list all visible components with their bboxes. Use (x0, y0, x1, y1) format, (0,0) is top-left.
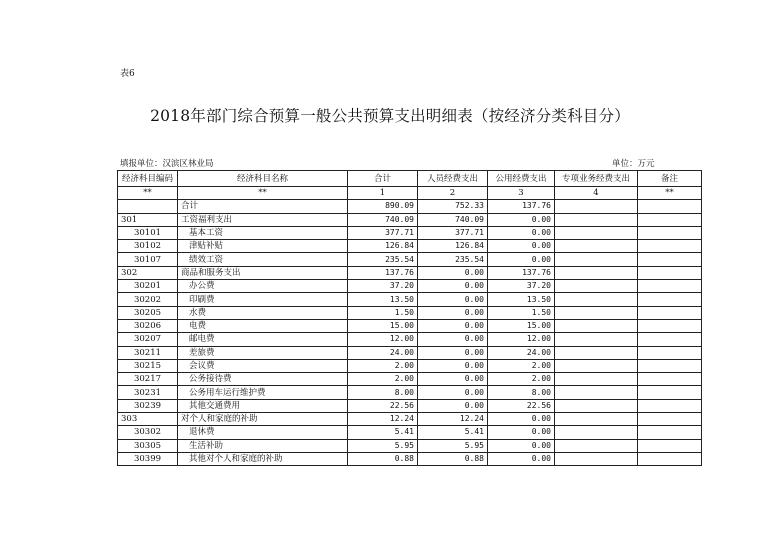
note-cell (638, 452, 702, 465)
public-cell: 137.76 (488, 200, 555, 213)
special-cell (555, 333, 638, 346)
index-cell: ** (118, 187, 178, 200)
special-cell (555, 200, 638, 213)
total-cell: 2.00 (348, 373, 418, 386)
public-cell: 0.00 (488, 226, 555, 239)
header-row (118, 171, 702, 187)
table-row (118, 373, 702, 386)
public-cell: 15.00 (488, 319, 555, 332)
special-cell (555, 253, 638, 266)
code-cell: 30217 (118, 373, 178, 386)
public-cell: 0.00 (488, 452, 555, 465)
table-row (118, 240, 702, 253)
special-cell (555, 439, 638, 452)
public-cell: 22.56 (488, 399, 555, 412)
total-cell: 2.00 (348, 359, 418, 372)
name-cell: 会议费 (178, 359, 348, 372)
code-cell: 30205 (118, 306, 178, 319)
table-row (118, 200, 702, 213)
public-cell: 0.00 (488, 426, 555, 439)
code-cell: 30206 (118, 319, 178, 332)
note-cell (638, 306, 702, 319)
name-cell: 津贴补贴 (178, 240, 348, 253)
index-cell: ** (178, 187, 348, 200)
special-cell (555, 266, 638, 279)
budget-table (117, 170, 702, 466)
note-cell (638, 373, 702, 386)
special-cell (555, 226, 638, 239)
public-cell: 12.00 (488, 333, 555, 346)
table-row (118, 359, 702, 372)
public-cell: 2.00 (488, 359, 555, 372)
code-cell: 303 (118, 413, 178, 426)
code-cell: 30211 (118, 346, 178, 359)
note-cell (638, 386, 702, 399)
special-cell (555, 240, 638, 253)
name-cell: 水费 (178, 306, 348, 319)
special-cell (555, 213, 638, 226)
total-cell: 12.24 (348, 413, 418, 426)
special-cell (555, 452, 638, 465)
table-row (118, 226, 702, 239)
personnel-cell: 12.24 (418, 413, 488, 426)
name-cell: 对个人和家庭的补助 (178, 413, 348, 426)
personnel-cell: 0.88 (418, 452, 488, 465)
name-cell: 办公费 (178, 280, 348, 293)
personnel-cell: 0.00 (418, 399, 488, 412)
total-cell: 37.20 (348, 280, 418, 293)
name-cell: 合计 (178, 200, 348, 213)
header-code: 经济科目编码 (118, 171, 178, 187)
personnel-cell: 5.95 (418, 439, 488, 452)
name-cell: 生活补助 (178, 439, 348, 452)
note-cell (638, 213, 702, 226)
name-cell: 其他对个人和家庭的补助 (178, 452, 348, 465)
personnel-cell: 235.54 (418, 253, 488, 266)
index-cell: ** (638, 187, 702, 200)
name-cell: 绩效工资 (178, 253, 348, 266)
table-row (118, 319, 702, 332)
code-cell: 30107 (118, 253, 178, 266)
note-cell (638, 333, 702, 346)
code-cell: 30102 (118, 240, 178, 253)
personnel-cell: 0.00 (418, 386, 488, 399)
table-row (118, 253, 702, 266)
code-cell: 30399 (118, 452, 178, 465)
index-cell: 2 (418, 187, 488, 200)
total-cell: 5.95 (348, 439, 418, 452)
header-special: 专项业务经费支出 (555, 171, 638, 187)
table-row (118, 346, 702, 359)
reporting-unit: 填报单位：汉滨区林业局 (120, 159, 214, 169)
code-cell: 30101 (118, 226, 178, 239)
code-cell: 30239 (118, 399, 178, 412)
table-row (118, 213, 702, 226)
special-cell (555, 399, 638, 412)
table-row (118, 452, 702, 465)
total-cell: 126.84 (348, 240, 418, 253)
public-cell: 0.00 (488, 240, 555, 253)
personnel-cell: 752.33 (418, 200, 488, 213)
personnel-cell: 0.00 (418, 346, 488, 359)
note-cell (638, 439, 702, 452)
code-cell: 30231 (118, 386, 178, 399)
total-cell: 15.00 (348, 319, 418, 332)
personnel-cell: 377.71 (418, 226, 488, 239)
total-cell: 24.00 (348, 346, 418, 359)
name-cell: 印刷费 (178, 293, 348, 306)
personnel-cell: 126.84 (418, 240, 488, 253)
total-cell: 5.41 (348, 426, 418, 439)
public-cell: 0.00 (488, 439, 555, 452)
total-cell: 8.00 (348, 386, 418, 399)
total-cell: 12.00 (348, 333, 418, 346)
code-cell: 302 (118, 266, 178, 279)
public-cell: 37.20 (488, 280, 555, 293)
name-cell: 邮电费 (178, 333, 348, 346)
table-row (118, 439, 702, 452)
header-note: 备注 (638, 171, 702, 187)
name-cell: 电费 (178, 319, 348, 332)
public-cell: 137.76 (488, 266, 555, 279)
special-cell (555, 386, 638, 399)
index-cell: 3 (488, 187, 555, 200)
index-cell: 4 (555, 187, 638, 200)
note-cell (638, 426, 702, 439)
header-name: 经济科目名称 (178, 171, 348, 187)
total-cell: 235.54 (348, 253, 418, 266)
personnel-cell: 0.00 (418, 373, 488, 386)
code-cell: 30302 (118, 426, 178, 439)
special-cell (555, 359, 638, 372)
name-cell: 其他交通费用 (178, 399, 348, 412)
special-cell (555, 413, 638, 426)
name-cell: 退休费 (178, 426, 348, 439)
total-cell: 13.50 (348, 293, 418, 306)
name-cell: 基本工资 (178, 226, 348, 239)
table-row (118, 399, 702, 412)
code-cell: 30202 (118, 293, 178, 306)
special-cell (555, 319, 638, 332)
personnel-cell: 0.00 (418, 280, 488, 293)
code-cell: 30207 (118, 333, 178, 346)
total-cell: 1.50 (348, 306, 418, 319)
public-cell: 24.00 (488, 346, 555, 359)
special-cell (555, 306, 638, 319)
name-cell: 商品和服务支出 (178, 266, 348, 279)
code-cell: 30215 (118, 359, 178, 372)
table-body (118, 200, 702, 466)
code-cell (118, 200, 178, 213)
header-public: 公用经费支出 (488, 171, 555, 187)
personnel-cell: 740.09 (418, 213, 488, 226)
table-row (118, 426, 702, 439)
table-row (118, 386, 702, 399)
header-total: 合计 (348, 171, 418, 187)
index-cell: 1 (348, 187, 418, 200)
personnel-cell: 0.00 (418, 319, 488, 332)
note-cell (638, 266, 702, 279)
note-cell (638, 293, 702, 306)
public-cell: 2.00 (488, 373, 555, 386)
note-cell (638, 280, 702, 293)
note-cell (638, 399, 702, 412)
note-cell (638, 413, 702, 426)
code-cell: 30201 (118, 280, 178, 293)
personnel-cell: 0.00 (418, 266, 488, 279)
total-cell: 137.76 (348, 266, 418, 279)
table-row (118, 293, 702, 306)
note-cell (638, 240, 702, 253)
note-cell (638, 253, 702, 266)
special-cell (555, 346, 638, 359)
total-cell: 377.71 (348, 226, 418, 239)
name-cell: 公务用车运行维护费 (178, 386, 348, 399)
public-cell: 0.00 (488, 213, 555, 226)
public-cell: 0.00 (488, 253, 555, 266)
personnel-cell: 0.00 (418, 333, 488, 346)
note-cell (638, 359, 702, 372)
table-row (118, 306, 702, 319)
page-title: 2018年部门综合预算一般公共预算支出明细表（按经济分类科目分） (150, 107, 630, 125)
code-cell: 301 (118, 213, 178, 226)
special-cell (555, 280, 638, 293)
personnel-cell: 0.00 (418, 359, 488, 372)
table-row (118, 280, 702, 293)
personnel-cell: 0.00 (418, 293, 488, 306)
name-cell: 工资福利支出 (178, 213, 348, 226)
note-cell (638, 200, 702, 213)
total-cell: 0.88 (348, 452, 418, 465)
header-personnel: 人员经费支出 (418, 171, 488, 187)
name-cell: 差旅费 (178, 346, 348, 359)
code-cell: 30305 (118, 439, 178, 452)
index-row (118, 187, 702, 200)
table-row (118, 333, 702, 346)
table-number: 表6 (120, 69, 135, 79)
total-cell: 740.09 (348, 213, 418, 226)
table-row (118, 413, 702, 426)
total-cell: 890.09 (348, 200, 418, 213)
public-cell: 13.50 (488, 293, 555, 306)
public-cell: 0.00 (488, 413, 555, 426)
currency-unit: 单位：万元 (612, 159, 655, 169)
note-cell (638, 319, 702, 332)
public-cell: 1.50 (488, 306, 555, 319)
special-cell (555, 293, 638, 306)
personnel-cell: 0.00 (418, 306, 488, 319)
note-cell (638, 226, 702, 239)
note-cell (638, 346, 702, 359)
table-row (118, 266, 702, 279)
name-cell: 公务接待费 (178, 373, 348, 386)
total-cell: 22.56 (348, 399, 418, 412)
public-cell: 8.00 (488, 386, 555, 399)
special-cell (555, 373, 638, 386)
special-cell (555, 426, 638, 439)
personnel-cell: 5.41 (418, 426, 488, 439)
